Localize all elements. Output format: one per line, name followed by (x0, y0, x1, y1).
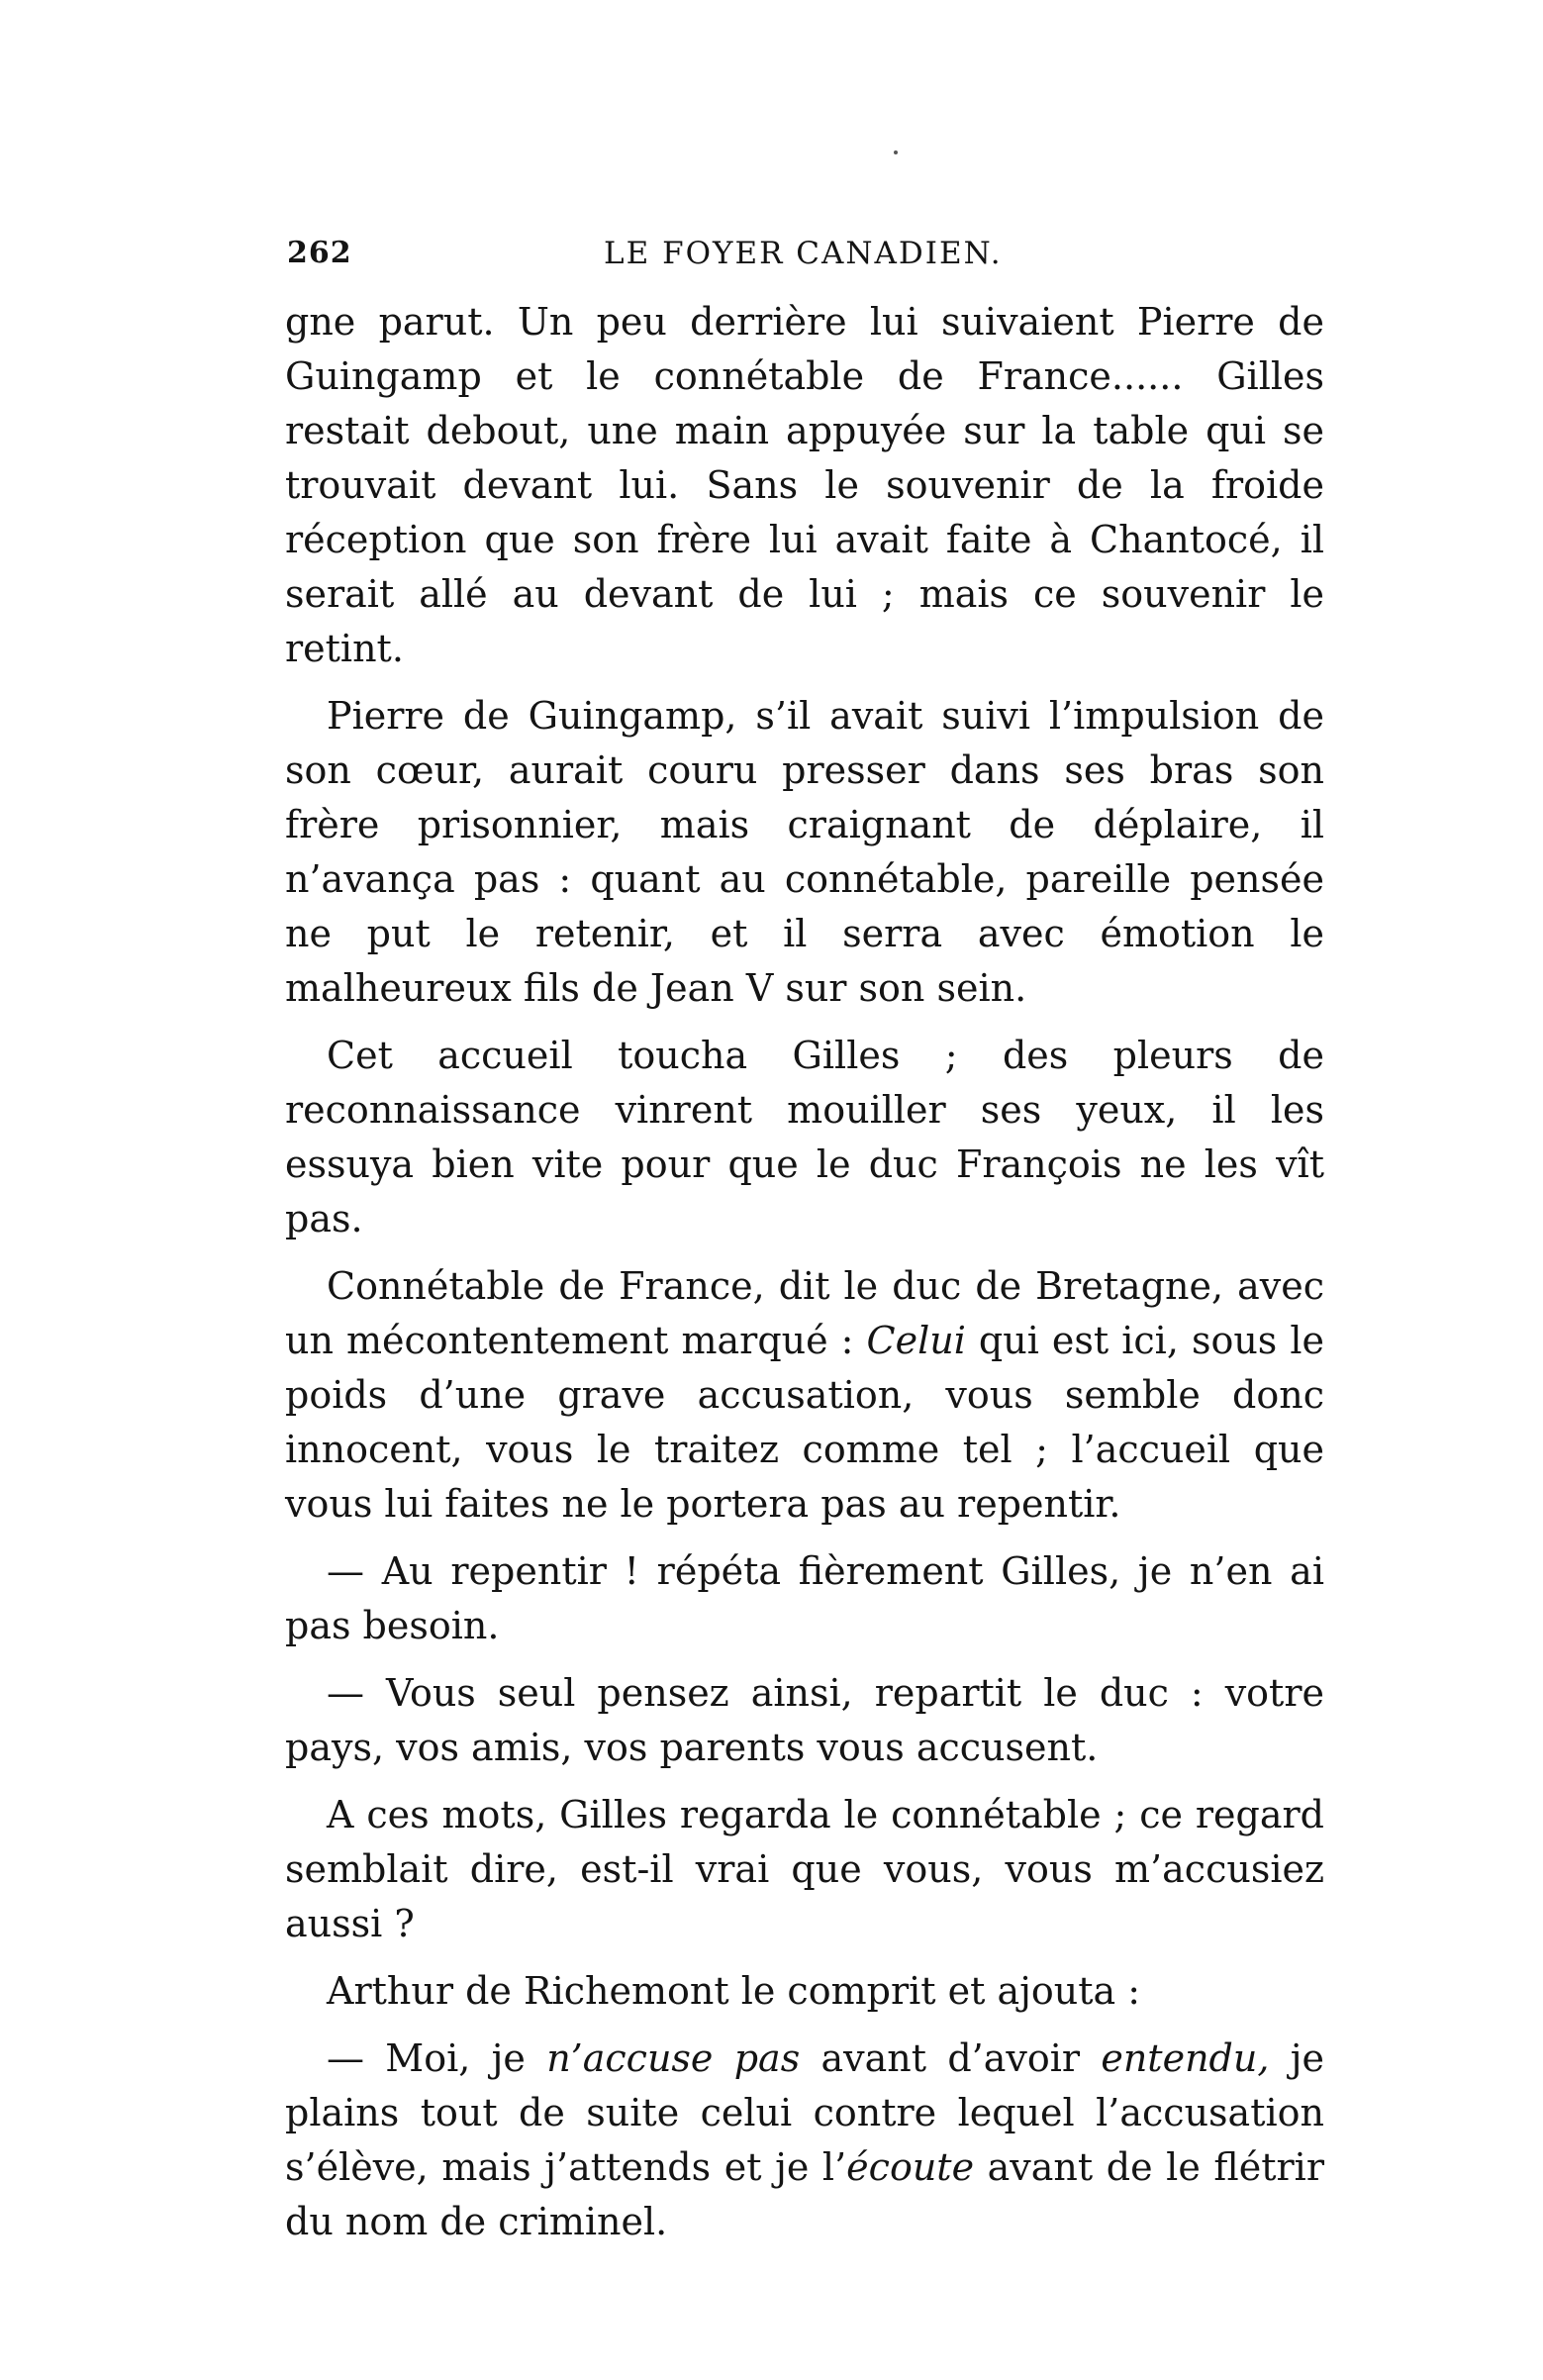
ink-speck (894, 150, 898, 154)
italic-text: écoute (846, 2145, 975, 2189)
paragraph: gne parut. Un peu derrière lui suivaient Pierre de Guingamp et le connétable de France...... Gilles restait debout, une main appuyée sur la table qui se trouvait devant lui. Sans le souvenir de la froide réception que son frère lui avait faite à Chantocé, il serait allé au devant de lui ; mais ce souvenir le retint. (285, 300, 1324, 670)
body-text (285, 295, 1324, 2262)
paragraph: Pierre de Guingamp, s’il avait suivi l’impulsion de son cœur, aurait couru presser dans ses bras son frère prisonnier, mais craignant de déplaire, il n’avança pas : quant au connétable, pareille pensée ne put le retenir, et il serra avec émotion le malheureux fils de Jean V sur son sein. (285, 694, 1324, 1010)
italic-text: entendu, (1101, 2036, 1270, 2080)
italic-text: Celui (866, 1319, 966, 1362)
text-run: Connétable de France, dit le duc de Bretagne, avec un mécontentement marqué : (285, 1264, 1324, 1362)
text-run: je plains tout de suite celui contre lequel l’accusation s’élève, mais j’attends et je l’ (285, 2036, 1324, 2189)
paragraph: Cet accueil toucha Gilles ; des pleurs de reconnaissance vinrent mouiller ses yeux, il les essuya bien vite pour que le duc François ne les vît pas. (285, 1034, 1324, 1240)
page-header (287, 236, 1316, 281)
text-run: avant d’avoir (800, 2036, 1102, 2080)
paragraph: — Au repentir ! répéta fièrement Gilles, je n’en ai pas besoin. (285, 1549, 1324, 1647)
paragraph (285, 1259, 1324, 1532)
paragraph (285, 2032, 1324, 2249)
page-number: 262 (287, 236, 352, 270)
text-run: avant de le flétrir du nom de criminel. (285, 2145, 1324, 2243)
italic-text: n’accuse pas (546, 2036, 801, 2080)
paragraph: Arthur de Richemont le comprit et ajouta : (327, 1969, 1141, 2013)
text-run: — Moi, je (327, 2036, 547, 2080)
paragraph: — Vous seul pensez ainsi, repartit le duc : votre pays, vos amis, vos parents vous accusent. (285, 1671, 1324, 1769)
running-head: LE FOYER CANADIEN. (604, 236, 1003, 271)
text-run: qui est ici, sous le poids d’une grave accusation, vous semble donc innocent, vous le traitez comme tel ; l’accueil que vous lui faites ne le portera pas au repentir. (285, 1319, 1324, 1526)
paragraph: A ces mots, Gilles regarda le connétable ; ce regard semblait dire, est-il vrai que vous, vous m’accusiez aussi ? (285, 1793, 1324, 1945)
